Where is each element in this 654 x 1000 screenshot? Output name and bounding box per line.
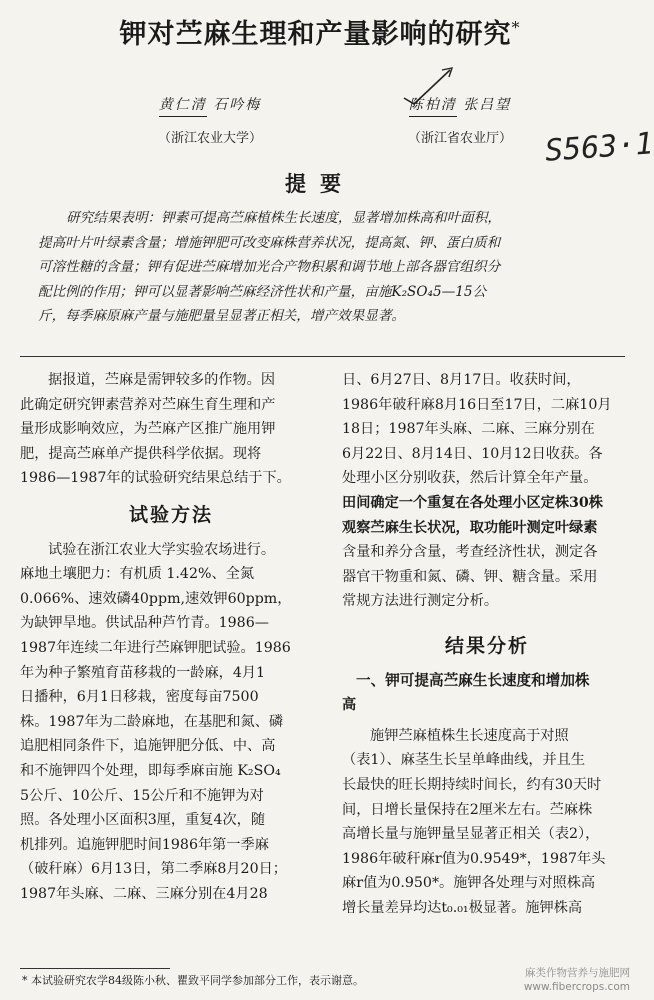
- methods-line: 试验在浙江农业大学实验农场进行。: [48, 541, 276, 558]
- watermark-title: 麻类作物营养与施肥网: [525, 967, 630, 979]
- intro-line: 量形成影响效应，为苎麻产区推广施用钾: [20, 421, 276, 438]
- footnote: * 本试验研究农学84级陈小秋、瞿致平同学参加部分工作，表示谢意。: [22, 974, 364, 987]
- methods-line: 机排列。追施钾肥时间1986年第一季麻: [20, 836, 269, 853]
- abstract-heading: 提要: [285, 171, 355, 196]
- author-secondary: 张吕望: [463, 97, 512, 113]
- authors-left: [110, 94, 310, 146]
- abstract-line: 研究结果表明：钾素可提高苎麻植株生长速度，显著增加株高和叶面积，: [66, 210, 501, 226]
- watermark: [524, 966, 630, 994]
- methods-heading: 试验方法: [128, 503, 213, 526]
- methods-line: 田间确定一个重复在各处理小区定株30株: [342, 494, 603, 511]
- abstract-line: 提高叶片叶绿素含量；增施钾肥可改变麻株营养状况，提高氮、钾、蛋白质和: [38, 234, 501, 251]
- abstract-divider: [20, 356, 625, 357]
- results-line: 间，日增长量保持在2厘米左右。苎麻株: [342, 801, 593, 818]
- methods-line: 0.066%、速效磷40ppm,速效钾60ppm，: [20, 590, 292, 607]
- methods-line: 日、6月27日、8月17日。收获时间，: [342, 372, 581, 388]
- author-names: [360, 94, 560, 117]
- results-line: 1986年破秆麻r值为0.9549*，1987年头: [342, 850, 606, 867]
- paper-title: [0, 12, 640, 51]
- watermark-url: www.fibercrops.com: [523, 981, 630, 993]
- results-subheading-cont: 高: [342, 697, 357, 714]
- methods-line: （破秆麻）6月13日，第二季麻8月20日；: [20, 861, 287, 878]
- methods-line: 1986年破秆麻8月16日至17日，二麻10月: [342, 396, 612, 413]
- methods-line: 麻地土壤肥力：有机质 1.42%、全氮: [20, 566, 255, 583]
- intro-line: 此确定研究钾素营养对苎麻生育生理和产: [20, 396, 276, 413]
- results-line: （表1）、麻茎生长呈单峰曲线，并且生: [342, 752, 586, 769]
- methods-line: 株。1987年为二龄麻地，在基肥和氮、磷: [20, 713, 284, 730]
- results-subheading: 一、钾可提高苎麻生长速度和增加株: [356, 671, 590, 689]
- results-line: 长最快的旺长期持续时间长，约有30天时: [342, 776, 602, 793]
- methods-line: 1987年头麻、二麻、三麻分别在4月28: [20, 885, 268, 902]
- methods-line: 处理小区分别收获，然后计算全年产量。: [342, 470, 598, 487]
- intro-line: 据报道，苎麻是需钾较多的作物。因: [48, 372, 276, 388]
- results-line: 麻r值为0.950*。施钾各处理与对照株高: [342, 875, 596, 892]
- methods-line: 年为种子繁殖育苗移栽的一龄麻，4月1: [20, 664, 266, 681]
- results-line: 增长量差异均达t₀.₀₁极显著。施钾株高: [342, 899, 583, 916]
- intro-line: 肥，提高苎麻单产提供科学依据。现将: [20, 445, 262, 462]
- title-text: 钾对苎麻生理和产量影响的研究: [119, 19, 512, 50]
- methods-line: 器官干物重和氮、磷、钾、糖含量。采用: [342, 568, 598, 585]
- authors-right: [360, 94, 560, 146]
- author-primary: 黄仁清: [159, 94, 207, 117]
- author-secondary: 石吟梅: [213, 97, 262, 113]
- methods-line: 1987年连续二年进行苎麻钾肥试验。1986: [20, 639, 291, 656]
- author-affiliation: （浙江省农业厅）: [407, 131, 512, 146]
- methods-line: 和不施钾四个处理，即每季麻亩施 K₂SO₄: [20, 762, 281, 779]
- results-heading: 结果分析: [444, 634, 529, 657]
- methods-line: 观察苎麻生长状况，取功能叶测定叶绿素: [342, 519, 598, 536]
- methods-line: 日播种，6月1日移栽，密度每亩7500: [20, 689, 259, 706]
- author-names: [110, 94, 310, 117]
- results-line: 施钾苎麻植株生长速度高于对照: [370, 727, 569, 744]
- abstract-line: 斤，每季麻原麻产量与施肥量呈显著正相关，增产效果显著。: [38, 308, 406, 325]
- author-affiliation: （浙江农业大学）: [157, 131, 262, 146]
- methods-line: 18日；1987年头麻、二麻、三麻分别在: [342, 421, 595, 438]
- methods-line: 为缺钾旱地。供试品种芦竹青。1986—: [20, 615, 269, 632]
- methods-line: 5公斤、10公斤、15公斤和不施钾为对: [20, 787, 264, 804]
- methods-line: 照。各处理小区面积3厘，重复4次，随: [20, 812, 266, 829]
- methods-line: 含量和养分含量，考查经济性状，测定各: [342, 544, 598, 561]
- title-footnote-mark: *: [511, 18, 521, 37]
- footnote-divider: [20, 968, 170, 969]
- abstract-line: 配比例的作用；钾可以显著影响苎麻经济性状和产量，亩施K₂SO₄5—15公: [38, 283, 487, 300]
- handwritten-note: S563·1: [543, 126, 654, 169]
- abstract-line: 可溶性糖的含量；钾有促进苎麻增加光合产物积累和调节地上部各器官组织分: [38, 259, 501, 276]
- intro-line: 1986—1987年的试验研究结果总结于下。: [20, 470, 291, 487]
- left-column: [20, 368, 322, 906]
- methods-line: 6月22日、8月14日、10月12日收获。各: [342, 445, 603, 462]
- author-primary: 陈柏清: [409, 94, 457, 117]
- results-line: 高增长量与施钾量呈显著正相关（表2），: [342, 826, 600, 843]
- right-column: [342, 368, 632, 920]
- abstract-body: [38, 206, 620, 329]
- methods-line: 常规方法进行测定分析。: [342, 593, 499, 610]
- methods-line: 追肥相同条件下，追施钾肥分低、中、高: [20, 738, 276, 755]
